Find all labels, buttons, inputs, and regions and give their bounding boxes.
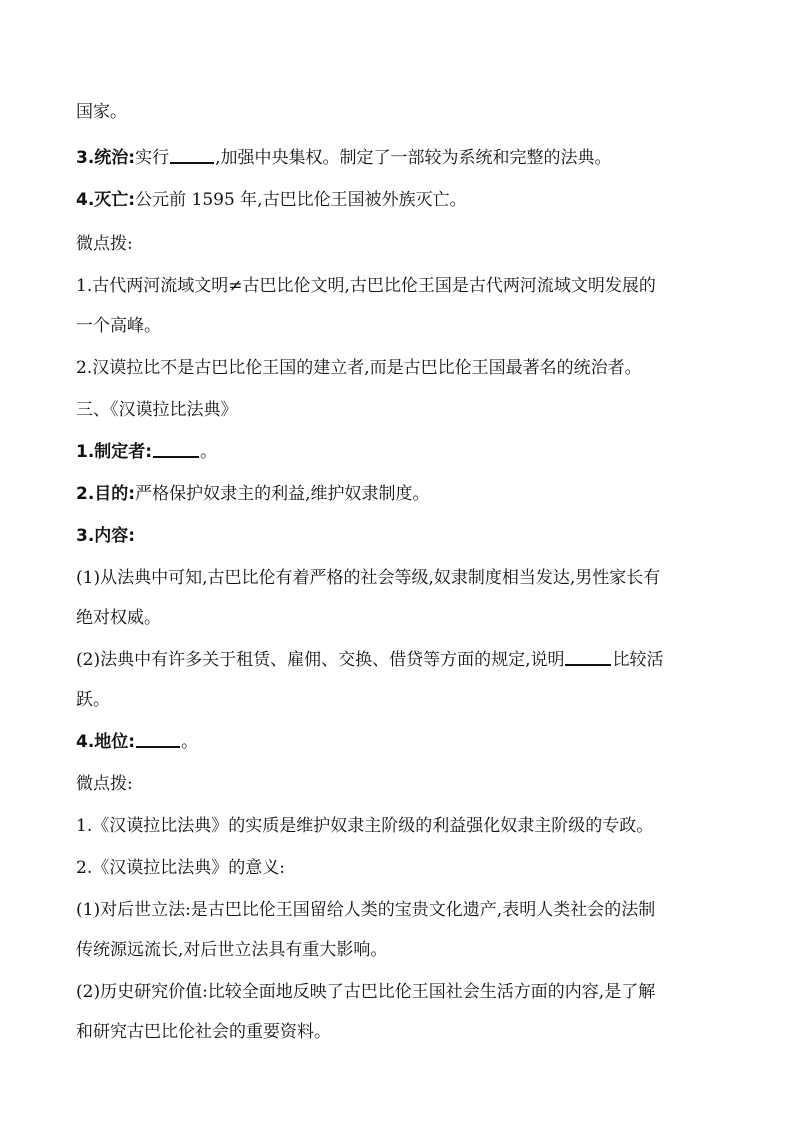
- text-line: [76, 100, 127, 124]
- text: 2.汉谟拉比不是古巴比伦王国的建立者,而是古巴比伦王国最著名的统治者。: [76, 358, 642, 378]
- text: 跃。: [76, 690, 110, 710]
- status-line: [76, 730, 198, 754]
- text-line: [76, 980, 655, 1004]
- text-line: [76, 1020, 331, 1044]
- rule-line: [76, 146, 612, 170]
- text: 公元前 1595 年,古巴比伦王国被外族灭亡。: [135, 190, 467, 210]
- text-line: [76, 356, 642, 380]
- text-line: [76, 938, 387, 962]
- text-line: [76, 648, 663, 672]
- text: 国家。: [76, 102, 127, 122]
- text: 绝对权威。: [76, 608, 161, 628]
- text: (1)从法典中可知,古巴比伦有着严格的社会等级,奴隶制度相当发达,男性家长有: [76, 568, 661, 588]
- text-line: [76, 856, 285, 880]
- fill-in-blank[interactable]: [170, 146, 214, 164]
- text: ,加强中央集权。制定了一部较为系统和完整的法典。: [215, 148, 612, 168]
- fill-in-blank[interactable]: [136, 730, 180, 748]
- text: 1.《汉谟拉比法典》的实质是维护奴隶主阶级的利益强化奴隶主阶级的专政。: [76, 816, 654, 836]
- text: (1)对后世立法:是古巴比伦王国留给人类的宝贵文化遗产,表明人类社会的法制: [76, 900, 656, 920]
- text-line: [76, 814, 653, 838]
- text: (2)历史研究价值:比较全面地反映了古巴比伦王国社会生活方面的内容,是了解: [76, 982, 656, 1002]
- text: 1.古代两河流域文明≠古巴比伦文明,古巴比伦王国是古代两河流域文明发展的: [76, 276, 656, 296]
- purpose-line: [76, 482, 430, 506]
- fall-line: [76, 188, 467, 212]
- section-label: 1.制定者:: [76, 442, 153, 462]
- fill-in-blank[interactable]: [153, 440, 199, 458]
- fill-in-blank[interactable]: [565, 648, 611, 666]
- tip-heading: [76, 232, 133, 256]
- text-line: [76, 606, 161, 630]
- text: 严格保护奴隶主的利益,维护奴隶制度。: [135, 484, 430, 504]
- section-label: 2.目的:: [76, 484, 136, 504]
- text: 微点拨:: [76, 774, 133, 794]
- text: 一个高峰。: [76, 316, 161, 336]
- text: 三、《汉谟拉比法典》: [76, 400, 238, 420]
- text: 。: [181, 732, 199, 752]
- text-line: [76, 688, 110, 712]
- text-line: [76, 566, 660, 590]
- section-label: 4.地位:: [76, 732, 136, 752]
- section-label: 4.灭亡:: [76, 190, 136, 210]
- text: 实行: [135, 148, 170, 168]
- content-heading: [76, 524, 135, 548]
- section-label: 3.统治:: [76, 148, 136, 168]
- text-line: [76, 314, 161, 338]
- text: 2.《汉谟拉比法典》的意义:: [76, 858, 285, 878]
- maker-line: [76, 440, 217, 464]
- text: 。: [200, 442, 218, 462]
- tip-heading: [76, 772, 133, 796]
- text-line: [76, 274, 656, 298]
- text: 比较活: [612, 650, 664, 670]
- text: 微点拨:: [76, 234, 133, 254]
- section-label: 3.内容:: [76, 526, 136, 546]
- text: 和研究古巴比伦社会的重要资料。: [76, 1022, 331, 1042]
- text-line: [76, 898, 655, 922]
- section-heading: [76, 398, 238, 422]
- text: (2)法典中有许多关于租赁、雇佣、交换、借贷等方面的规定,说明: [76, 650, 565, 670]
- text: 传统源远流长,对后世立法具有重大影响。: [76, 940, 388, 960]
